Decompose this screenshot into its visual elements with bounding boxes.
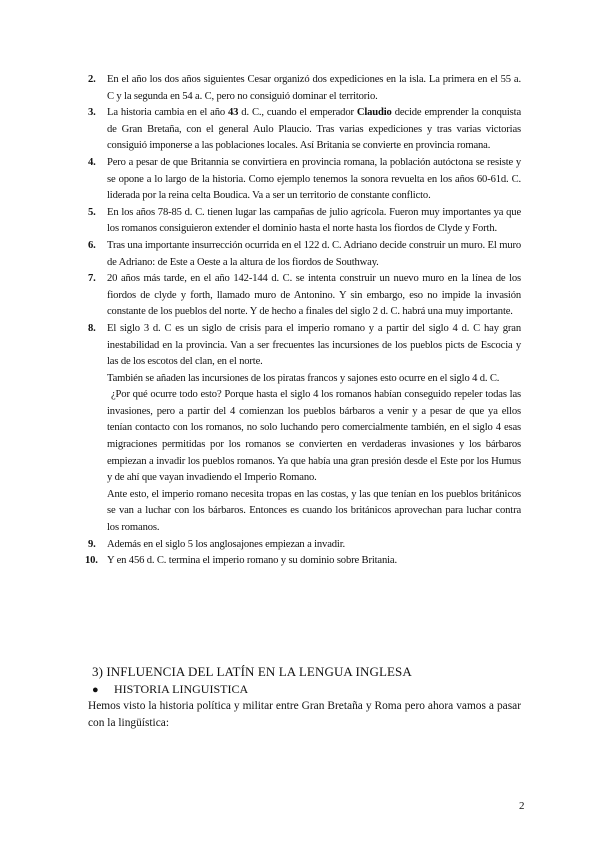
body-paragraph: Hemos visto la historia política y militar entre Gran Bretaña y Roma pero ahora vamos a pasar con la lingüística: [88,700,521,729]
list-item [88,155,521,205]
text-segment: decide emprender la conquista de Gran Bretaña, con el general Aulo Plaucio. Tras varias expediciones y tras varias victorias consiguió imponerse a las poblaciones locales. Así Britania se convierte en provincia romana. [107,107,521,152]
item-number: 10. [85,555,98,567]
subsection-label: HISTORIA LINGUISTICA [114,682,249,696]
item-text: Y en 456 d. C. termina el imperio romano y su dominio sobre Britania. [107,555,397,567]
item-number: 9. [88,538,96,550]
emperor-bold: Claudio [356,107,392,119]
item-text: ¿Por qué ocurre todo esto? Porque hasta el siglo 4 los romanos habían conseguido repeler todas las invasiones, pero a partir del 4 comienzan los pueblos bárbaros a venir y a pesar de que ya ellos tenían contacto con los romanos, no solo luchando pero comercialmente también, en el siglo 4 esas migraciones permitidas por los romanos se convierten en verdaderas invasiones y los bárbaros empiezan a invadir los pueblos romanos. Ya que había una gran presión desde el Este por los Humus y de ahí que vayan invadiendo el Imperio Romano. [107,389,521,484]
item-number: 5. [88,206,96,218]
item-number: 2. [88,74,96,85]
item-text [107,105,521,155]
item-number: 7. [88,273,96,285]
list-item [88,537,521,554]
list-item [88,205,521,238]
history-list [85,72,521,570]
list-item [88,321,521,537]
list-item [88,271,521,321]
year-bold: 43 [228,107,239,119]
bullet-icon: ● [92,684,99,696]
item-text: En los años 78-85 d. C. tienen lugar las campañas de julio agrícola. Fueron muy importantes ya que los romanos consiguieron extender el dominio hasta el norte hasta los fiordos de Clyde y Forth. [107,206,521,235]
subsection-bullet [92,682,248,698]
item-text: El siglo 3 d. C es un siglo de crisis para el imperio romano y a partir del siglo 4 d. C hay gran inestabilidad en la provincia. Van a ser frecuentes las incursiones de los pueblos picts de Escocia y las de los escotos del clan, en el norte. [107,322,521,368]
text-segment: La historia cambia en el año [107,107,229,119]
item-text: 20 años más tarde, en el año 142-144 d. C. se intenta construir un nuevo muro en la línea de los fiordos de clyde y forth, llamado muro de Antonino. Y sin embargo, eso no impide la invasión constante de los pueblos del norte. Y de hecho a finales del siglo 2 d. C. habrá una muy importante. [107,273,521,318]
section-heading: 3) INFLUENCIA DEL LATÍN EN LA LENGUA INGLESA [92,664,412,679]
item-text: Pero a pesar de que Britannia se convirtiera en provincia romana, la población autóctona se resiste y se opone a lo largo de la historia. Como ejemplo tenemos la sonora revuelta en los años 60-61d. C. liderada por la reina celta Boudica. Va a ser un territorio de constante conflicto. [107,156,521,202]
item-text: Además en el siglo 5 los anglosajones empiezan a invadir. [107,538,345,550]
item-text: En el año los dos años siguientes Cesar organizó dos expediciones en la isla. La primera en el 55 a. C y la segunda en 54 a. C, pero no consiguió dominar el territorio. [107,74,521,102]
item-number: 8. [88,322,96,334]
item-text: Tras una importante insurrección ocurrida en el 122 d. C. Adriano decide construir un muro. El muro de Adriano: de Este a Oeste a la altura de los fiordos de Southway. [107,239,521,268]
list-item [88,105,521,155]
page-number: 2 [519,800,525,812]
list-item [88,238,521,271]
item-text: También se añaden las incursiones de los piratas francos y sajones esto ocurre en el siglo 4 d. C. [107,372,500,384]
list-item [88,72,521,105]
text-segment: d. C., cuando el emperador [238,107,357,119]
item-number: 3. [88,107,96,119]
item-number: 4. [88,156,96,168]
item-text: Ante esto, el imperio romano necesita tropas en las costas, y las que tenían en los pueblos británicos se van a luchar con los bárbaros. Entonces es cuando los británicos aprovechan para luchar contra los romanos. [107,488,521,534]
list-item [85,553,521,570]
item-number: 6. [88,239,96,251]
